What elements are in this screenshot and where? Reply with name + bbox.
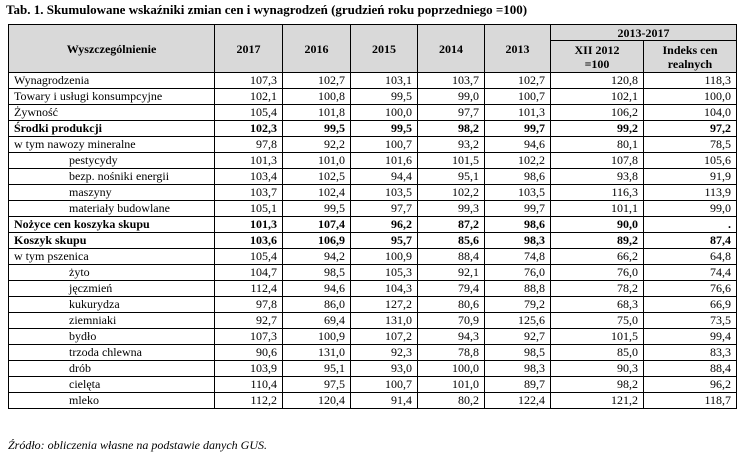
- table-row: [9, 137, 737, 153]
- row-value: 95,7: [351, 233, 418, 249]
- row-value: 99,5: [283, 201, 351, 217]
- row-value: 73,5: [644, 313, 737, 329]
- row-value: 99,7: [485, 121, 551, 137]
- row-value: 74,4: [644, 265, 737, 281]
- row-value: 98,2: [551, 377, 644, 393]
- row-value: 87,2: [418, 217, 485, 233]
- row-value: 79,2: [485, 297, 551, 313]
- row-label: Środki produkcji: [9, 121, 215, 137]
- row-value: 69,4: [283, 313, 351, 329]
- row-value: 70,9: [418, 313, 485, 329]
- row-value: 101,5: [551, 329, 644, 345]
- row-label: pestycydy: [9, 153, 215, 169]
- table-row: [9, 297, 737, 313]
- row-label: Żywność: [9, 105, 215, 121]
- row-value: 76,0: [551, 265, 644, 281]
- row-value: 92,3: [351, 345, 418, 361]
- row-value: 101,3: [485, 105, 551, 121]
- row-value: 97,8: [215, 137, 283, 153]
- row-value: 103,9: [215, 361, 283, 377]
- row-value: 97,5: [283, 377, 351, 393]
- row-label: trzoda chlewna: [9, 345, 215, 361]
- row-value: 98,2: [418, 121, 485, 137]
- row-label: żyto: [9, 265, 215, 281]
- table-row: [9, 169, 737, 185]
- row-value: 118,3: [644, 73, 737, 89]
- row-value: 105,3: [351, 265, 418, 281]
- row-value: 103,7: [418, 73, 485, 89]
- row-value: 99,4: [644, 329, 737, 345]
- row-value: 98,5: [485, 345, 551, 361]
- row-value: 103,5: [485, 185, 551, 201]
- row-value: 120,4: [283, 393, 351, 409]
- row-value: 89,7: [485, 377, 551, 393]
- row-value: 101,0: [283, 153, 351, 169]
- header-sub-base-line2: =100: [584, 56, 610, 71]
- row-value: 94,4: [351, 169, 418, 185]
- row-value: 101,6: [351, 153, 418, 169]
- row-value: 95,1: [283, 361, 351, 377]
- row-value: 79,4: [418, 281, 485, 297]
- row-value: 80,2: [418, 393, 485, 409]
- table-row: [9, 89, 737, 105]
- row-value: 99,5: [283, 121, 351, 137]
- row-value: 85,6: [418, 233, 485, 249]
- row-value: 90,0: [551, 217, 644, 233]
- row-value: 80,1: [551, 137, 644, 153]
- row-value: 105,1: [215, 201, 283, 217]
- row-value: 87,4: [644, 233, 737, 249]
- table-row: [9, 265, 737, 281]
- row-label: w tym pszenica: [9, 249, 215, 265]
- row-label: bydło: [9, 329, 215, 345]
- row-label: ziemniaki: [9, 313, 215, 329]
- row-value: 103,4: [215, 169, 283, 185]
- row-value: 98,3: [485, 233, 551, 249]
- row-value: 102,3: [215, 121, 283, 137]
- row-value: 102,4: [283, 185, 351, 201]
- row-value: 98,6: [485, 217, 551, 233]
- row-value: 93,2: [418, 137, 485, 153]
- row-value: 103,5: [351, 185, 418, 201]
- row-value: 74,8: [485, 249, 551, 265]
- row-value: 68,3: [551, 297, 644, 313]
- row-value: 100,0: [644, 89, 737, 105]
- row-value: 66,9: [644, 297, 737, 313]
- source-note: Źródło: obliczenia własne na podstawie danych GUS.: [8, 438, 267, 452]
- table-row: [9, 233, 737, 249]
- row-value: 102,2: [485, 153, 551, 169]
- row-value: 105,6: [644, 153, 737, 169]
- row-value: 100,7: [485, 89, 551, 105]
- row-value: 99,0: [418, 89, 485, 105]
- row-value: 101,3: [215, 153, 283, 169]
- row-value: 110,4: [215, 377, 283, 393]
- row-value: 100,7: [351, 137, 418, 153]
- header-sub-real-line1: Indeks cen: [662, 42, 718, 57]
- row-value: 104,0: [644, 105, 737, 121]
- row-value: 96,2: [644, 377, 737, 393]
- row-value: 107,3: [215, 329, 283, 345]
- row-value: 103,7: [215, 185, 283, 201]
- row-label: Nożyce cen koszyka skupu: [9, 217, 215, 233]
- table-row: [9, 361, 737, 377]
- header-sub-base: [551, 41, 644, 73]
- row-value: 76,0: [485, 265, 551, 281]
- header-sub-real: [644, 41, 737, 73]
- row-value: 131,0: [283, 345, 351, 361]
- row-label: jęczmień: [9, 281, 215, 297]
- header-year: 2017: [215, 25, 283, 73]
- row-value: 98,6: [485, 169, 551, 185]
- row-value: 90,6: [215, 345, 283, 361]
- table-row: [9, 105, 737, 121]
- row-value: 105,4: [215, 249, 283, 265]
- row-value: 118,7: [644, 393, 737, 409]
- row-value: 102,7: [485, 73, 551, 89]
- row-value: 92,7: [485, 329, 551, 345]
- table-row: [9, 249, 737, 265]
- row-value: 92,7: [215, 313, 283, 329]
- table-row: [9, 185, 737, 201]
- row-value: 100,0: [418, 361, 485, 377]
- row-value: 102,7: [283, 73, 351, 89]
- row-value: 93,8: [551, 169, 644, 185]
- row-value: 127,2: [351, 297, 418, 313]
- table-row: [9, 201, 737, 217]
- row-value: 76,6: [644, 281, 737, 297]
- row-value: 100,7: [351, 377, 418, 393]
- row-value: 100,9: [283, 329, 351, 345]
- row-label: w tym nawozy mineralne: [9, 137, 215, 153]
- row-value: 94,6: [283, 281, 351, 297]
- row-value: 97,7: [418, 105, 485, 121]
- table-row: [9, 217, 737, 233]
- row-value: 100,0: [351, 105, 418, 121]
- row-value: 80,6: [418, 297, 485, 313]
- row-value: 101,8: [283, 105, 351, 121]
- row-value: 101,0: [418, 377, 485, 393]
- row-value: 106,9: [283, 233, 351, 249]
- row-value: 101,1: [551, 201, 644, 217]
- row-value: 92,2: [283, 137, 351, 153]
- row-value: 78,2: [551, 281, 644, 297]
- row-label: maszyny: [9, 185, 215, 201]
- row-value: 94,6: [485, 137, 551, 153]
- row-value: 104,7: [215, 265, 283, 281]
- row-value: 88,4: [644, 361, 737, 377]
- row-value: 102,1: [215, 89, 283, 105]
- table-row: [9, 73, 737, 89]
- row-label: Wynagrodzenia: [9, 73, 215, 89]
- row-value: 100,9: [351, 249, 418, 265]
- row-value: 94,3: [418, 329, 485, 345]
- row-value: 91,9: [644, 169, 737, 185]
- row-value: 96,2: [351, 217, 418, 233]
- row-value: 105,4: [215, 105, 283, 121]
- row-label: mleko: [9, 393, 215, 409]
- row-value: 88,8: [485, 281, 551, 297]
- header-group: 2013-2017: [551, 25, 737, 41]
- row-value: 78,8: [418, 345, 485, 361]
- row-value: 113,9: [644, 185, 737, 201]
- row-value: 91,4: [351, 393, 418, 409]
- table-body: [9, 73, 737, 409]
- table-row: [9, 313, 737, 329]
- header-sub-real-line2: realnych: [667, 56, 713, 71]
- row-value: 103,1: [351, 73, 418, 89]
- row-value: 75,0: [551, 313, 644, 329]
- row-value: 90,3: [551, 361, 644, 377]
- row-value: 101,5: [418, 153, 485, 169]
- row-value: 88,4: [418, 249, 485, 265]
- row-label: Towary i usługi konsumpcyjne: [9, 89, 215, 105]
- table-row: [9, 153, 737, 169]
- header-year: 2014: [418, 25, 485, 73]
- row-value: 99,5: [351, 121, 418, 137]
- row-value: 99,5: [351, 89, 418, 105]
- row-value: 100,8: [283, 89, 351, 105]
- row-value: 95,1: [418, 169, 485, 185]
- row-value: 112,2: [215, 393, 283, 409]
- header-year: 2013: [485, 25, 551, 73]
- row-value: 125,6: [485, 313, 551, 329]
- row-value: 98,5: [283, 265, 351, 281]
- table-title: Tab. 1. Skumulowane wskaźniki zmian cen i wynagrodzeń (grudzień roku poprzedniego =100): [6, 2, 528, 17]
- row-value: 107,8: [551, 153, 644, 169]
- row-label: drób: [9, 361, 215, 377]
- table-row: [9, 281, 737, 297]
- row-value: 78,5: [644, 137, 737, 153]
- row-value: 97,7: [351, 201, 418, 217]
- header-sub-base-line1: XII 2012: [574, 42, 620, 57]
- row-value: 64,8: [644, 249, 737, 265]
- row-value: 106,2: [551, 105, 644, 121]
- header-year: 2016: [283, 25, 351, 73]
- row-value: .: [644, 217, 737, 233]
- table-row: [9, 345, 737, 361]
- row-value: 99,3: [418, 201, 485, 217]
- row-value: 122,4: [485, 393, 551, 409]
- table-row: [9, 329, 737, 345]
- row-value: 120,8: [551, 73, 644, 89]
- row-value: 66,2: [551, 249, 644, 265]
- row-value: 107,2: [351, 329, 418, 345]
- row-value: 102,2: [418, 185, 485, 201]
- row-value: 121,2: [551, 393, 644, 409]
- header-year: 2015: [351, 25, 418, 73]
- row-value: 99,2: [551, 121, 644, 137]
- row-value: 107,4: [283, 217, 351, 233]
- row-value: 83,3: [644, 345, 737, 361]
- row-label: kukurydza: [9, 297, 215, 313]
- row-value: 131,0: [351, 313, 418, 329]
- row-value: 101,3: [215, 217, 283, 233]
- row-value: 112,4: [215, 281, 283, 297]
- row-value: 97,8: [215, 297, 283, 313]
- row-value: 92,1: [418, 265, 485, 281]
- row-value: 94,2: [283, 249, 351, 265]
- row-value: 97,2: [644, 121, 737, 137]
- price-index-table: [8, 24, 737, 409]
- row-label: Koszyk skupu: [9, 233, 215, 249]
- row-value: 103,6: [215, 233, 283, 249]
- row-value: 104,3: [351, 281, 418, 297]
- row-label: bezp. nośniki energii: [9, 169, 215, 185]
- table-row: [9, 377, 737, 393]
- row-value: 86,0: [283, 297, 351, 313]
- row-value: 102,5: [283, 169, 351, 185]
- row-value: 102,1: [551, 89, 644, 105]
- row-value: 99,7: [485, 201, 551, 217]
- row-label: cielęta: [9, 377, 215, 393]
- row-value: 93,0: [351, 361, 418, 377]
- table-row: [9, 121, 737, 137]
- row-value: 107,3: [215, 73, 283, 89]
- row-label: materiały budowlane: [9, 201, 215, 217]
- row-value: 116,3: [551, 185, 644, 201]
- row-value: 98,3: [485, 361, 551, 377]
- header-item: Wyszczególnienie: [9, 25, 215, 73]
- row-value: 99,0: [644, 201, 737, 217]
- row-value: 85,0: [551, 345, 644, 361]
- row-value: 89,2: [551, 233, 644, 249]
- table-row: [9, 393, 737, 409]
